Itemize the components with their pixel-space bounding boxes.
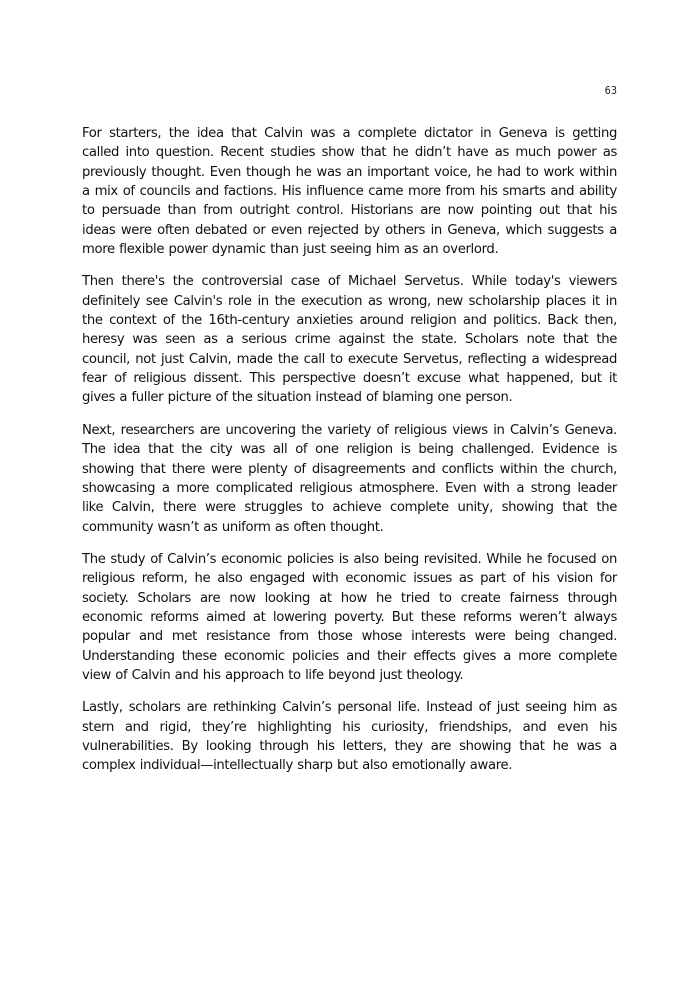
paragraph-personal-life: Lastly, scholars are rethinking Calvin’s personal life. Instead of just seeing him as stern and rigid, they’re highlighting his curiosity, friendships, and even his vulnerabilities. By looking through his letters, they are showing that he was a complex individual—intellectually sharp but also emotionally aware. xyxy=(82,700,617,774)
body-text xyxy=(82,124,617,789)
paragraph-servetus: Then there's the controversial case of Michael Servetus. While today's viewers definitely see Calvin's role in the execution as wrong, new scholarship places it in the context of the 16th-century anxieties around religion and politics. Back then, heresy was seen as a serious crime against the state. Scholars note that the council, not just Calvin, made the call to execute Servetus, reflecting a widespread fear of religious dissent. This perspective doesn’t excuse what happened, but it gives a fuller picture of the situation instead of blaming one person. xyxy=(82,274,617,406)
paragraph-dictator: For starters, the idea that Calvin was a complete dictator in Geneva is getting called into question. Recent studies show that he didn’t have as much power as previously thought. Even though he was an important voice, he had to work within a mix of councils and factions. His influence came more from his smarts and ability to persuade than from outright control. Historians are now pointing out that his ideas were often debated or even rejected by others in Geneva, which suggests a more flexible power dynamic than just seeing him as an overlord. xyxy=(82,126,617,258)
paragraph-economic-policies: The study of Calvin’s economic policies is also being revisited. While he focused on religious reform, he also engaged with economic issues as part of his vision for society. Scholars are now looking at how he tried to create fairness through economic reforms aimed at lowering poverty. But these reforms weren’t always popular and met resistance from those whose interests were being changed. Understanding these economic policies and their effects gives a more complete view of Calvin and his approach to life beyond just theology. xyxy=(82,551,617,683)
paragraph-religious-views: Next, researchers are uncovering the variety of religious views in Calvin’s Geneva. The idea that the city was all of one religion is being challenged. Evidence is showing that there were plenty of disagreements and conflicts within the church, showcasing a more complicated religious atmosphere. Even with a strong leader like Calvin, there were struggles to achieve complete unity, showing that the community wasn’t as uniform as often thought. xyxy=(82,422,617,535)
page-number: 63 xyxy=(604,84,617,97)
